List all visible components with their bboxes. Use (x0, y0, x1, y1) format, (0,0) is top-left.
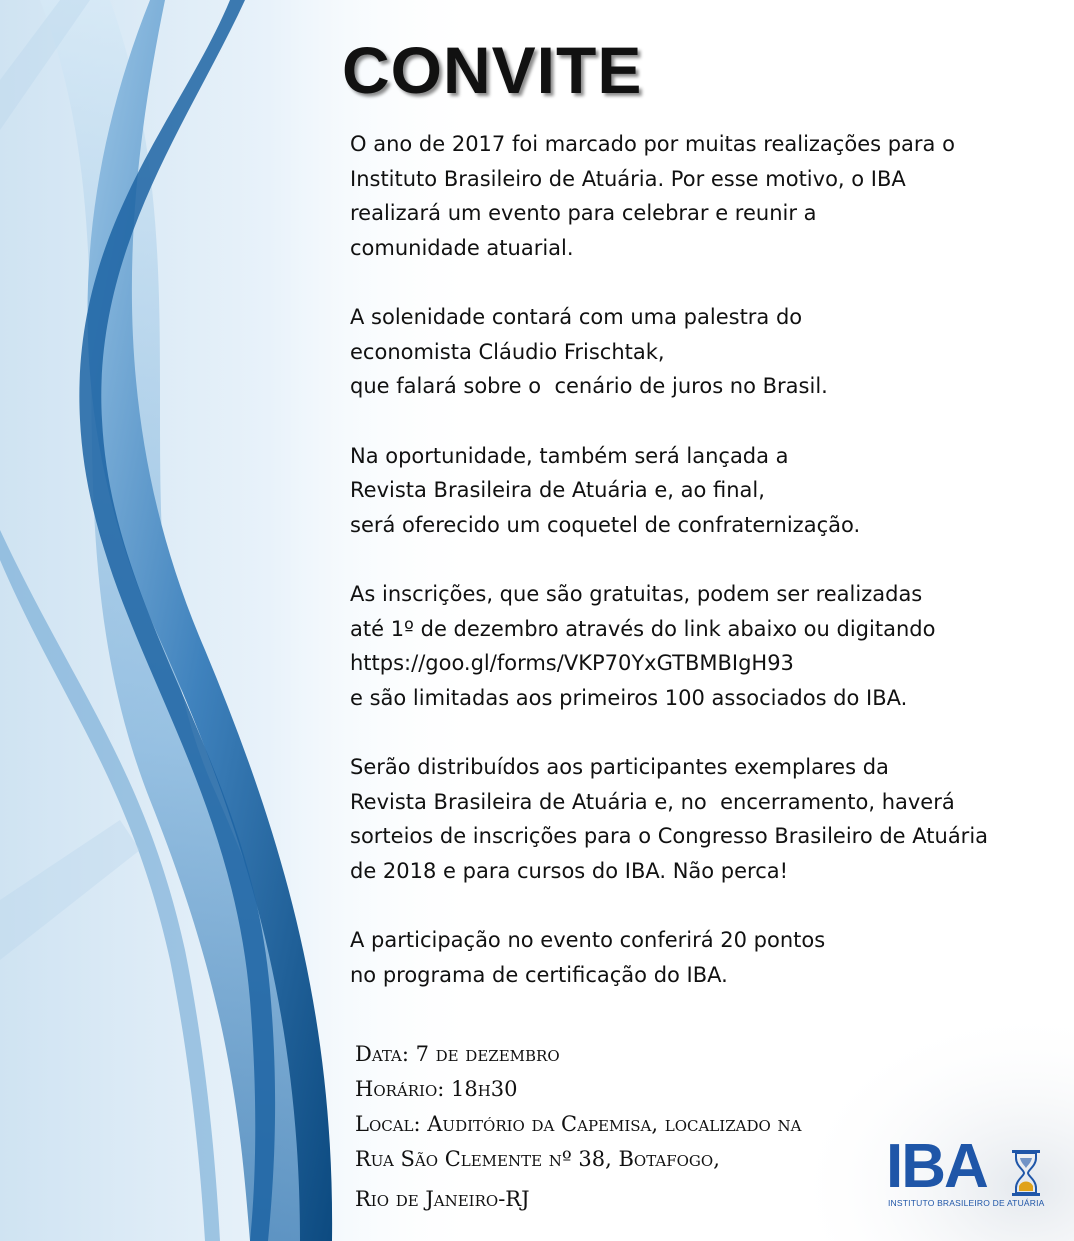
text-line: economista Cláudio Frischtak, (350, 339, 665, 364)
text-line: que falará sobre o cenário de juros no Brasil. (350, 374, 828, 398)
event-time: Horário: 18h30 (355, 1077, 518, 1101)
event-date: Data: 7 de dezembro (355, 1042, 560, 1066)
logo-subtitle: INSTITUTO BRASILEIRO DE ATUÁRIA (888, 1198, 1045, 1208)
text-line: e são limitadas aos primeiros 100 associados do IBA. (350, 685, 908, 710)
paragraph-registration (350, 577, 1060, 715)
text-line: até 1º de dezembro através do link abaixo ou digitando (350, 616, 936, 641)
invitation-title: CONVITE (342, 33, 643, 107)
paragraph-raffle (350, 750, 1060, 888)
text-line: O ano de 2017 foi marcado por muitas realizações para o (350, 132, 955, 156)
text-line: será oferecido um coquetel de confraternização. (350, 512, 861, 537)
iba-logo (886, 1132, 1046, 1212)
logo-text: IBA (886, 1132, 987, 1201)
text-line: Revista Brasileira de Atuária e, no encerramento, haverá (350, 789, 955, 814)
text-line: Serão distribuídos aos participantes exemplares da (350, 755, 889, 779)
text-line: As inscrições, que são gratuitas, podem ser realizadas (350, 582, 923, 606)
event-city: Rio de Janeiro-RJ (355, 1187, 530, 1211)
text-line: comunidade atuarial. (350, 235, 574, 260)
paragraph-celebration (350, 127, 1060, 265)
text-line: A participação no evento conferirá 20 pontos (350, 928, 826, 952)
paragraph-lecture (350, 300, 1060, 404)
hourglass-icon (1010, 1150, 1042, 1196)
event-address: Rua São Clemente nº 38, Botafogo, (355, 1147, 720, 1171)
text-line: Na oportunidade, também será lançada a (350, 443, 789, 468)
invitation-body (350, 127, 1060, 1027)
paragraph-certification (350, 923, 1060, 992)
text-line: sorteios de inscrições para o Congresso Brasileiro de Atuária (350, 824, 989, 848)
text-line: de 2018 e para cursos do IBA. Não perca! (350, 858, 789, 883)
text-line: Instituto Brasileiro de Atuária. Por esse motivo, o IBA (350, 166, 906, 191)
text-line: Revista Brasileira de Atuária e, ao final, (350, 478, 765, 502)
event-location: Local: Auditório da Capemisa, localizado na (355, 1112, 802, 1136)
event-details (355, 1037, 875, 1217)
paragraph-magazine-launch (350, 439, 1060, 543)
text-line: no programa de certificação do IBA. (350, 962, 728, 987)
text-line: realizará um evento para celebrar e reunir a (350, 201, 817, 225)
text-line: A solenidade contará com uma palestra do (350, 305, 803, 329)
registration-link[interactable]: https://goo.gl/forms/VKP70YxGTBMBIgH93 (350, 651, 794, 675)
